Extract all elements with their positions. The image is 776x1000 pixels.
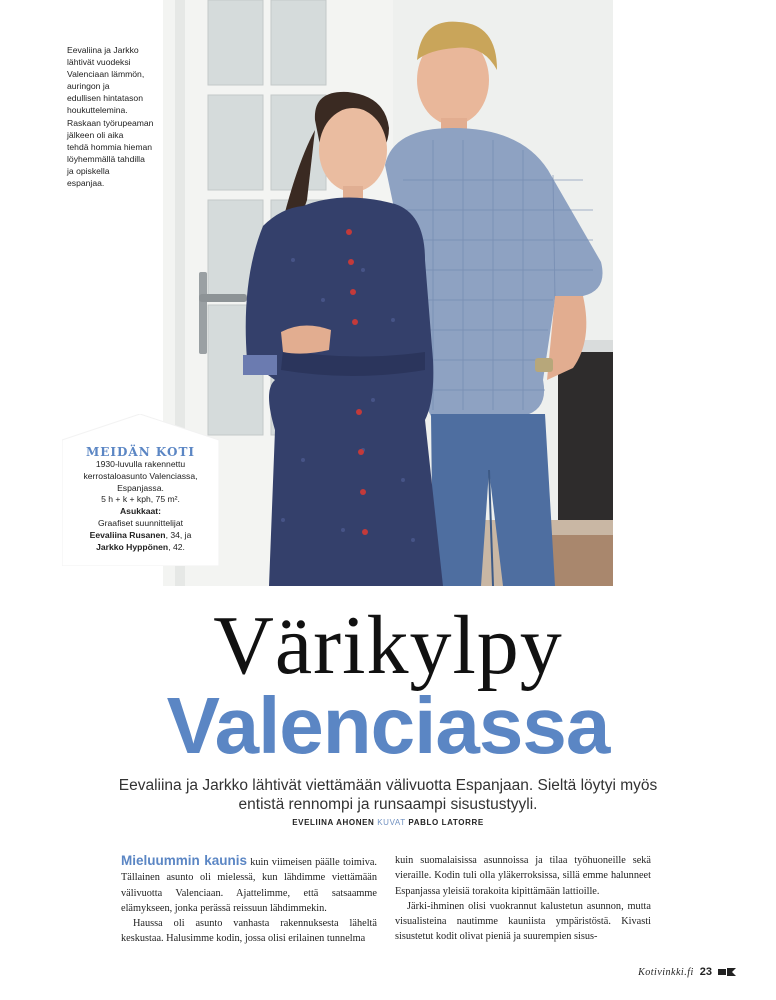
caption-line: tehdä hommia hieman [67, 141, 153, 152]
body-paragraph: Haussa oli asunto vanhasta rakennuksesta läheltä keskustaa. Halusimme kodin, jossa olisi erilainen tunnelma [121, 918, 377, 945]
headline-line-1: Värikylpy [213, 599, 563, 692]
body-paragraph: Mieluummin kaunis kuin viimeisen päälle toimiva. Tällainen asunto oli mielessä, kun lähdimme viettämään välivuotta Valenciaan. Ajattelimme, että satsaamme elämykseen, jonka perässä reissuun lähdimmekin. [121, 853, 377, 914]
caption-line: jälkeen oli aika [67, 129, 124, 140]
home-box-line: Espanjassa. [117, 482, 164, 493]
home-box-title: MEIDÄN KOTI [85, 445, 195, 459]
caption-line: löyhemmällä tahdilla [67, 153, 145, 164]
photo-caption [67, 44, 167, 189]
byline-author: EVELIINA AHONEN [292, 818, 375, 827]
home-box-line: kerrostaloasunto Valenciassa, [83, 470, 198, 481]
caption-line: Eevaliina ja Jarkko [67, 45, 139, 55]
resident-1: Eevaliina Rusanen, 34, ja [89, 529, 192, 540]
resident-2: Jarkko Hyppönen, 42. [96, 541, 185, 552]
residents-desc: Graafiset suunnittelijat [97, 517, 184, 528]
footer-site: Kotivinkki.fi [638, 966, 694, 978]
caption-line: Raskaan työrupeaman [67, 117, 154, 128]
home-info-box [62, 414, 219, 566]
caption-line: Valenciaan lämmön, [67, 69, 145, 80]
headline-line-2: Valenciassa [166, 681, 610, 770]
home-box-line: 5 h + k + kph, 75 m². [101, 494, 180, 505]
body-column-left [121, 853, 377, 947]
residents-label: Asukkaat: [119, 506, 162, 517]
magazine-logo-icon [718, 967, 736, 977]
page-number: 23 [699, 966, 712, 978]
body-paragraph: kuin suomalaisissa asunnoissa ja tilaa työhuoneille sekä vieraille. Kodin tuli olla yläkerroksissa, sillä emme halunneet Espanjassa yleisiä torakoita kipittämään lattioille. [395, 855, 651, 897]
byline-photos-label: KUVAT [377, 818, 406, 827]
caption-line: ja opiskella [67, 165, 110, 176]
home-box-line: 1930-luvulla rakennettu [95, 459, 186, 469]
body-paragraph: Järki-ihminen olisi vuokrannut kalustetun asunnon, mutta visualisteina nautimme kauniista ympäristöstä. Kivasti sisustetut kodit olivat pieniä ja suurempien sisus- [395, 900, 651, 943]
caption-line: edullisen hintatason [67, 93, 143, 104]
byline [0, 818, 776, 827]
couple-photo [163, 0, 613, 586]
caption-line: espanjaa. [67, 178, 105, 189]
body-lead-in: Mieluummin kaunis [121, 853, 247, 868]
body-column-right [395, 853, 651, 945]
lead-paragraph: Eevaliina ja Jarkko lähtivät viettämään välivuotta Espanjaan. Sieltä löytyi myös entistä rennompi ja runsaampi sisustustyyli. [118, 777, 658, 813]
caption-line: houkuttelemina. [67, 105, 128, 116]
caption-line: auringon ja [67, 81, 110, 92]
caption-line: lähtivät vuodeksi [67, 57, 131, 68]
page-footer [638, 966, 736, 978]
byline-photographer: PABLO LATORRE [408, 818, 484, 827]
